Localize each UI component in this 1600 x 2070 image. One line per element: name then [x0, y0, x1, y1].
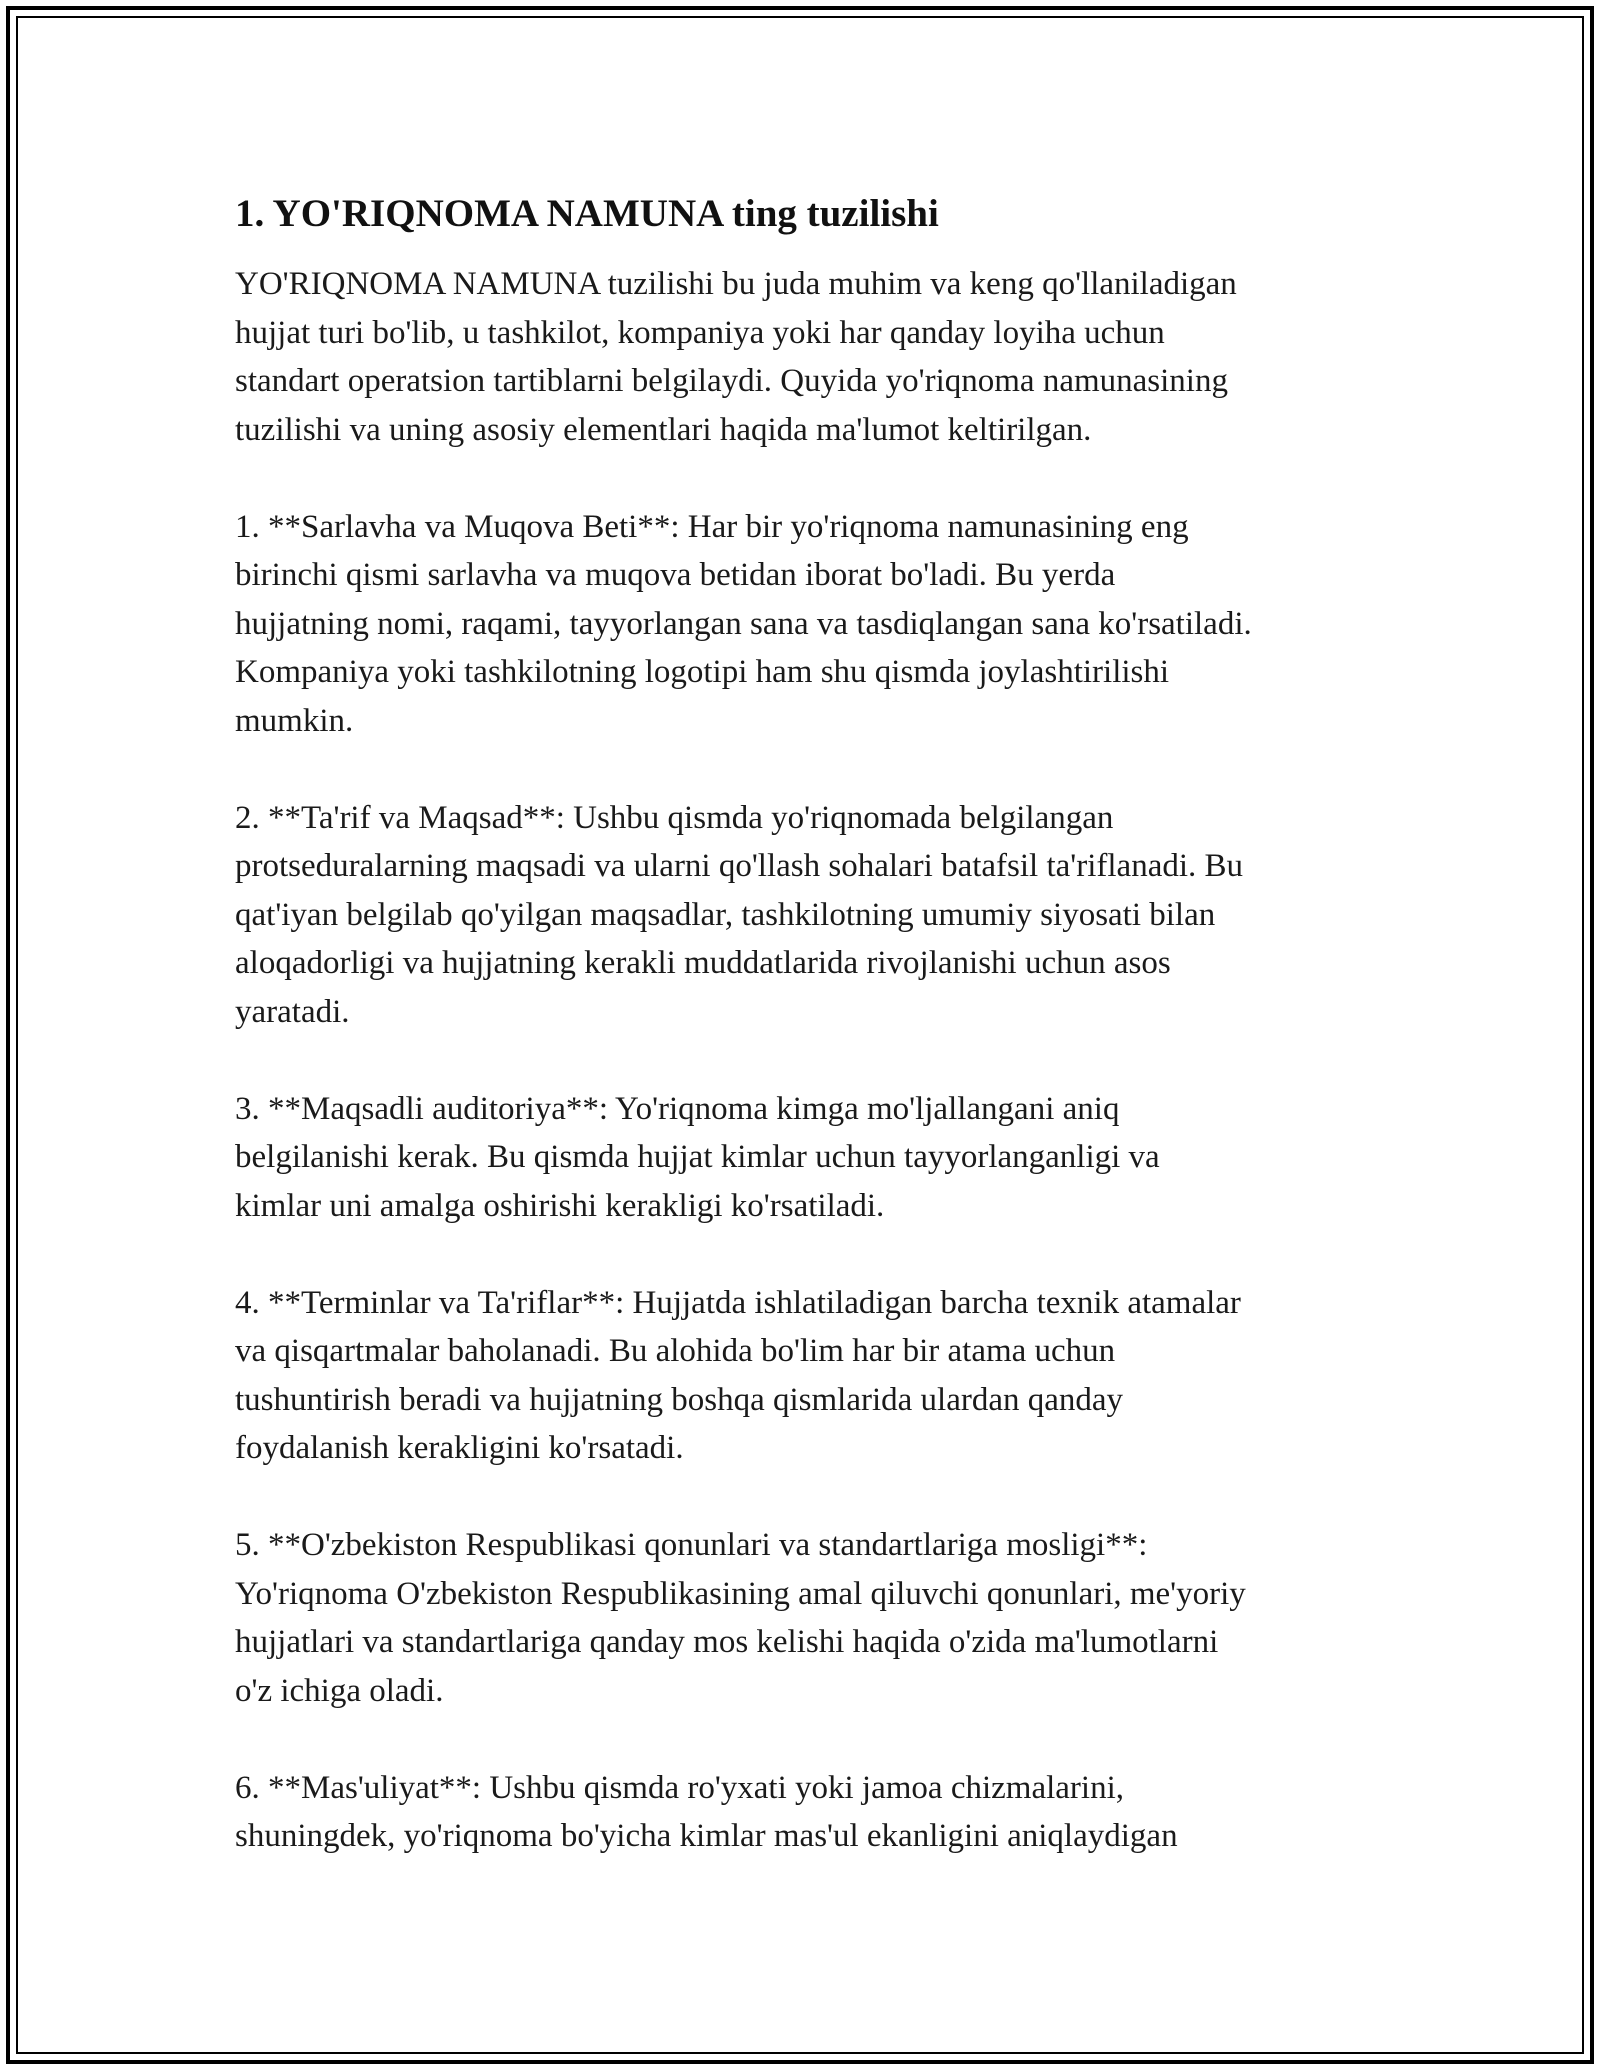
section-paragraph-6: 6. **Mas'uliyat**: Ushbu qismda ro'yxati yoki jamoa chizmalarini, shuningdek, yo'riqnoma bo'yicha kimlar mas'ul ekanligini aniqlaydigan [235, 1769, 1178, 1854]
section-paragraph-4: 4. **Terminlar va Ta'riflar**: Hujjatda ishlatiladigan barcha texnik atamalar va qisqartmalar baholanadi. Bu alohida bo'lim har bir atama uchun tushuntirish beradi va hujjatning boshqa qismlarida ulardan qanday foydalanish kerakligini ko'rsatadi. [235, 1284, 1241, 1466]
section-paragraph-1: 1. **Sarlavha va Muqova Beti**: Har bir yo'riqnoma namunasining eng birinchi qismi sarlavha va muqova betidan iborat bo'ladi. Bu yerda hujjatning nomi, raqami, tayyorlangan sana va tasdiqlangan sana ko'rsatiladi. Kompaniya yoki tashkilotning logotipi ham shu qismda joylashtirilishi mumkin. [235, 508, 1252, 739]
document-body [235, 190, 1375, 1909]
document-title: 1. YO'RIQNOMA NAMUNA ting tuzilishi [235, 192, 939, 235]
section-paragraph-2: 2. **Ta'rif va Maqsad**: Ushbu qismda yo'riqnomada belgilangan protseduralarning maqsadi va ularni qo'llash sohalari batafsil ta'riflanadi. Bu qat'iyan belgilab qo'yilgan maqsadlar, tashkilotning umumiy siyosati bilan aloqadorligi va hujjatning kerakli muddatlarida rivojlanishi uchun asos yaratadi. [235, 799, 1244, 1030]
intro-paragraph: YO'RIQNOMA NAMUNA tuzilishi bu juda muhim va keng qo'llaniladigan hujjat turi bo'lib, u tashkilot, kompaniya yoki har qanday loyiha uchun standart operatsion tartiblarni belgilaydi. Quyida yo'riqnoma namunasining tuzilishi va uning asosiy elementlari haqida ma'lumot keltirilgan. [235, 266, 1237, 448]
section-paragraph-3: 3. **Maqsadli auditoriya**: Yo'riqnoma kimga mo'ljallangani aniq belgilanishi kerak. Bu qismda hujjat kimlar uchun tayyorlanganligi va kimlar uni amalga oshirishi kerakligi ko'rsatiladi. [235, 1090, 1160, 1224]
section-paragraph-5: 5. **O'zbekiston Respublikasi qonunlari va standartlariga mosligi**: Yo'riqnoma O'zbekiston Respublikasining amal qiluvchi qonunlari, me'yoriy hujjatlari va standartlariga qanday mos kelishi haqida o'zida ma'lumotlarni o'z ichiga oladi. [235, 1527, 1246, 1709]
